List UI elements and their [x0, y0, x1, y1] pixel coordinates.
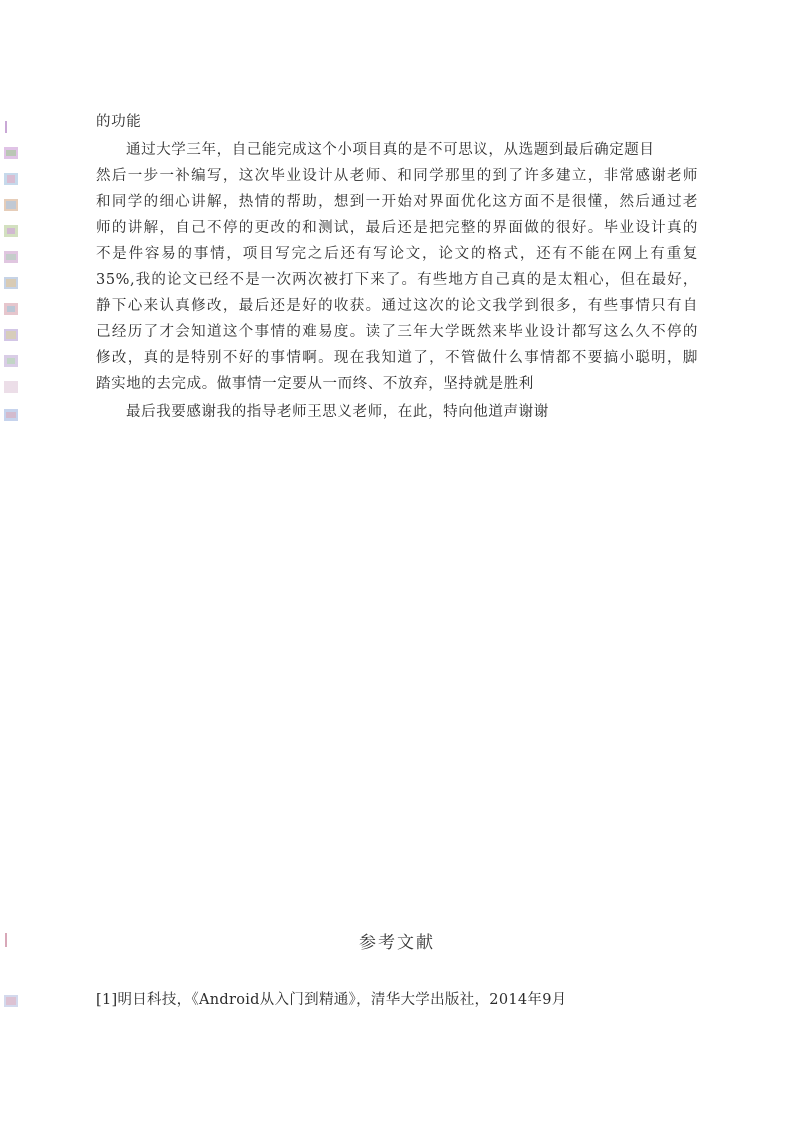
body-text-line: 不是件容易的事情，项目写完之后还有写论文，论文的格式，还有不能在网上有重复: [96, 246, 698, 262]
margin-mark: [4, 352, 18, 364]
margin-mark: [4, 378, 18, 390]
margin-mark: [4, 300, 18, 312]
margin-mark: [4, 144, 18, 156]
body-text-line: 的功能: [96, 114, 142, 130]
margin-mark: [4, 326, 18, 338]
margin-mark: [4, 222, 18, 234]
body-text-line: 35%,我的论文已经不是一次两次被打下来了。有些地方自己真的是太粗心，但在最好，: [96, 272, 698, 288]
body-text-line: 然后一步一补编写，这次毕业设计从老师、和同学那里的到了许多建立，非常感谢老师: [96, 168, 698, 184]
body-text-line: 踏实地的去完成。做事情一定要从一而终、不放弃，坚持就是胜利: [96, 376, 534, 392]
body-text-line: 通过大学三年，自己能完成这个小项目真的是不可思议，从选题到最后确定题目: [126, 142, 655, 158]
margin-mark: [4, 118, 8, 130]
body-text-line: 最后我要感谢我的指导老师王思义老师，在此，特向他道声谢谢: [126, 404, 549, 420]
references-heading: 参考文献: [359, 933, 435, 953]
margin-mark: [4, 170, 18, 182]
body-text-line: 修改，真的是特别不好的事情啊。现在我知道了，不管做什么事情都不要搞小聪明，脚: [96, 350, 698, 366]
margin-mark: [4, 406, 18, 418]
body-text-line: 师的讲解，自己不停的更改的和测试，最后还是把完整的界面做的很好。毕业设计真的: [96, 220, 698, 236]
margin-mark: [4, 196, 18, 208]
margin-mark: [4, 274, 18, 286]
body-text-line: 静下心来认真修改，最后还是好的收获。通过这次的论文我学到很多，有些事情只有自: [96, 298, 698, 314]
margin-mark: [4, 248, 18, 260]
body-text-line: 己经历了才会知道这个事情的难易度。读了三年大学既然来毕业设计都写这么久不停的: [96, 324, 698, 340]
body-text-line: 和同学的细心讲解，热情的帮助，想到一开始对界面优化这方面不是很懂，然后通过老: [96, 194, 698, 210]
margin-mark: [4, 992, 18, 1004]
reference-entry: [1]明日科技，《Android从入门到精通》，清华大学出版社，2014年9月: [96, 992, 567, 1008]
